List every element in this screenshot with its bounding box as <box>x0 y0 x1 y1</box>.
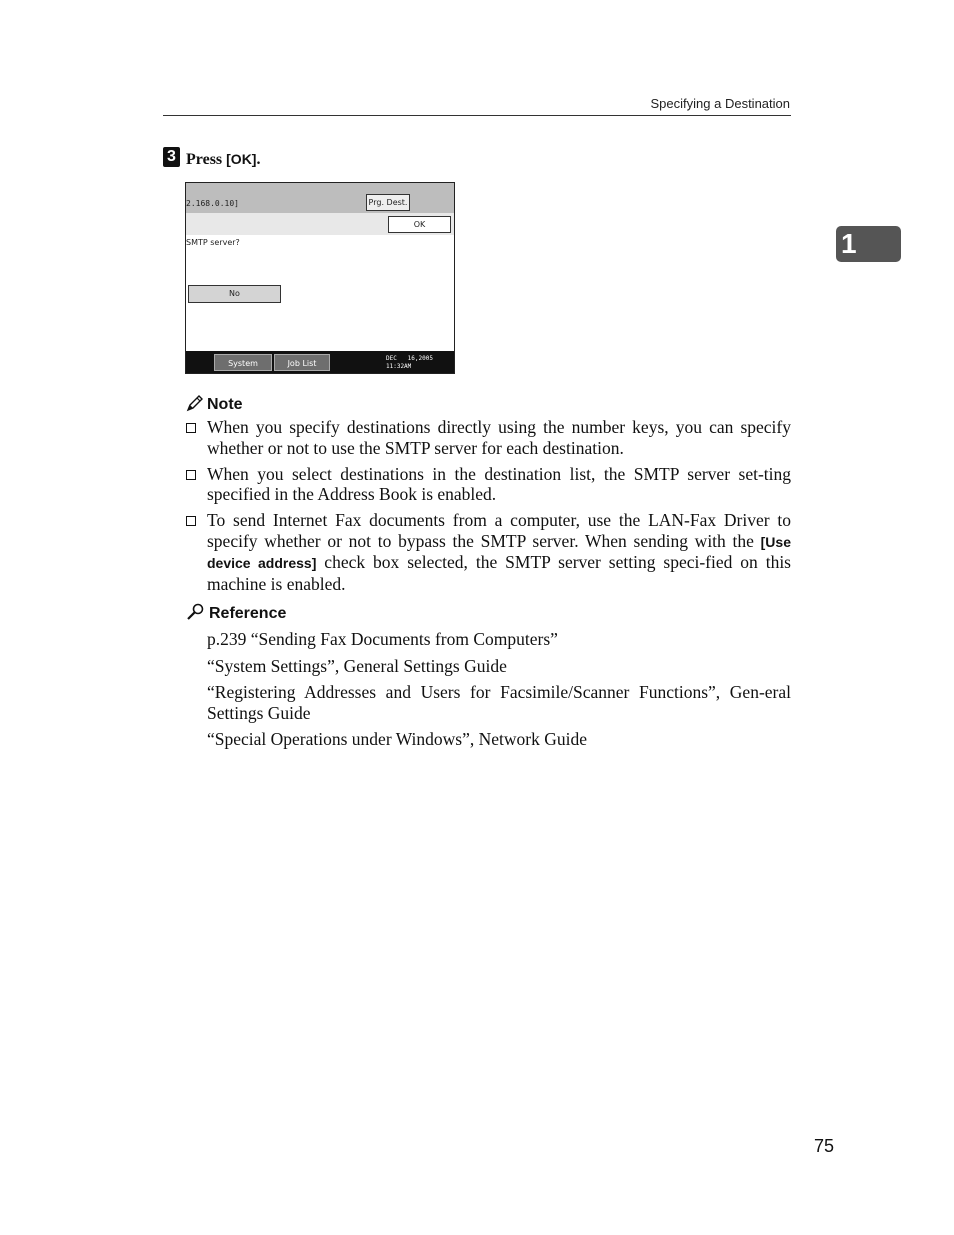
chapter-tab: 1 <box>836 226 901 262</box>
step-prefix: Press <box>186 151 227 168</box>
reference-item: “System Settings”, General Settings Guide <box>207 655 507 676</box>
list-item <box>186 464 791 505</box>
reference-list <box>207 629 791 756</box>
screen-date: DEC 16,2005 <box>386 355 433 362</box>
checkbox-bullet-icon <box>186 516 196 526</box>
reference-title: Reference <box>209 605 287 622</box>
job-list-button[interactable]: Job List <box>274 354 330 371</box>
no-button[interactable]: No <box>188 285 281 303</box>
list-item <box>186 417 791 458</box>
note-text-after: check box selected, the SMTP server setting speci-fied on this machine is enabled. <box>207 552 791 594</box>
checkbox-bullet-icon <box>186 470 196 480</box>
screen-time: 11:32AM <box>386 363 412 370</box>
header-divider <box>163 115 791 116</box>
screen-datetime <box>386 355 433 371</box>
reference-item: “Registering Addresses and Users for Facsimile/Scanner Functions”, Gen-eral Settings Guide <box>207 682 791 723</box>
screen-ip-address: 2.168.0.10] <box>186 199 239 208</box>
screen-message: SMTP server? <box>186 238 240 247</box>
note-text: When you select destinations in the destination list, the SMTP server set-ting specified in the Address Book is enabled. <box>207 463 791 504</box>
page-number: 75 <box>814 1136 835 1156</box>
prg-dest-button[interactable]: Prg. Dest. <box>366 194 410 211</box>
note-text-before: To send Internet Fax documents from a computer, use the LAN-Fax Driver to specify whether or not to bypass the SMTP server. When sending with the <box>207 510 791 551</box>
system-status-button[interactable]: System Status <box>214 354 272 371</box>
screen-status-bar <box>186 351 454 385</box>
note-heading <box>186 394 243 414</box>
step-suffix: . <box>256 151 261 168</box>
pencil-icon <box>186 394 204 412</box>
ok-button[interactable]: OK <box>388 216 451 233</box>
reference-heading <box>186 603 286 623</box>
magnifier-icon <box>186 603 206 621</box>
section-title: Specifying a Destination <box>650 96 790 111</box>
note-text: When you specify destinations directly using the number keys, you can specify whether or not to use the SMTP server for each destination. <box>207 417 791 458</box>
device-screen-image <box>185 182 455 385</box>
reference-item: p.239 “Sending Fax Documents from Computers” <box>207 629 558 649</box>
list-item <box>186 510 791 594</box>
screen-title-bar <box>186 183 454 213</box>
step-instruction <box>186 151 260 169</box>
reference-item: “Special Operations under Windows”, Network Guide <box>207 729 587 749</box>
ok-key-label: [OK] <box>226 151 257 167</box>
note-title: Note <box>207 396 243 413</box>
step-number-badge: 3 <box>163 147 180 167</box>
note-list <box>186 417 791 600</box>
use-device-address-label: [Use device address] <box>207 533 791 571</box>
checkbox-bullet-icon <box>186 423 196 433</box>
